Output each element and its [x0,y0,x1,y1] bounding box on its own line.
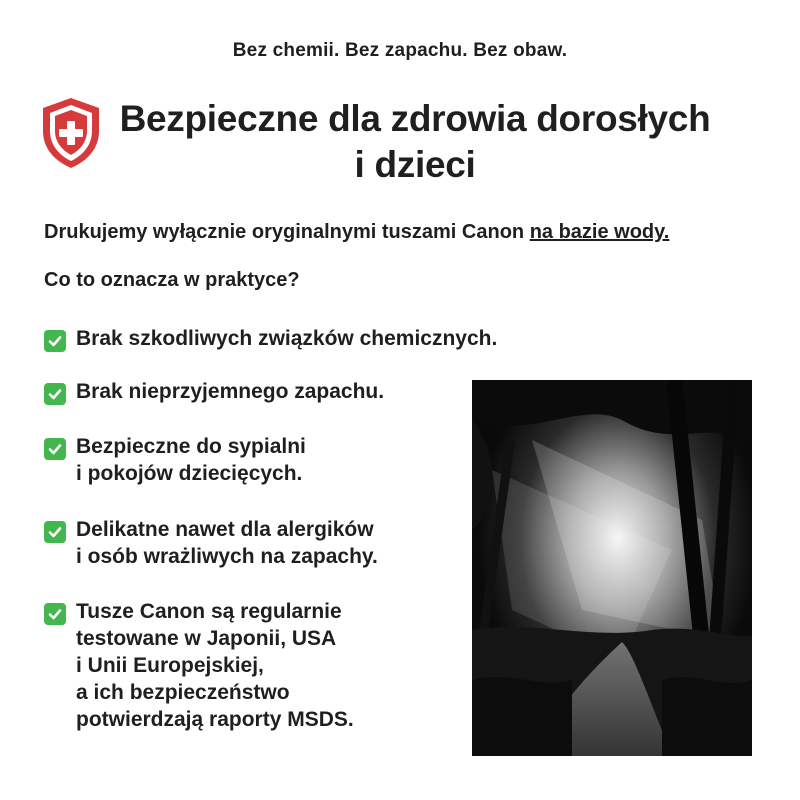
tagline: Bez chemii. Bez zapachu. Bez obaw. [232,40,568,61]
list-item [44,433,504,487]
shield-plus-icon [38,95,104,171]
list-item [44,598,504,733]
check-box-icon [44,438,66,460]
check-box-icon [44,330,66,352]
list-item [44,378,504,405]
list-item-text: Brak szkodliwych związków chemicznych. [76,327,498,350]
list-item-text: Bezpieczne do sypialni i pokojów dziecięcych. [76,435,306,485]
question-heading: Co to oznacza w praktyce? [44,269,300,291]
water-based-link[interactable]: na bazie wody. [529,221,670,243]
intro-text: Drukujemy wyłącznie oryginalnymi tuszami Canon [44,221,530,243]
title-line-2: i dzieci [354,144,476,185]
forest-photo [472,380,752,756]
page-title [105,96,725,188]
list-item-text: Delikatne nawet dla alergików i osób wrażliwych na zapachy. [76,518,378,568]
list-item-text: Brak nieprzyjemnego zapachu. [76,380,385,403]
list-item [44,325,504,352]
list-item [44,516,504,570]
title-line-1: Bezpieczne dla zdrowia dorosłych [119,98,711,139]
check-box-icon [44,603,66,625]
list-item-text: Tusze Canon są regularnie testowane w Japonii, USA i Unii Europejskiej, a ich bezpieczeństwo potwierdzają raporty MSDS. [76,600,354,731]
check-box-icon [44,383,66,405]
intro-paragraph [44,221,764,244]
check-box-icon [44,521,66,543]
